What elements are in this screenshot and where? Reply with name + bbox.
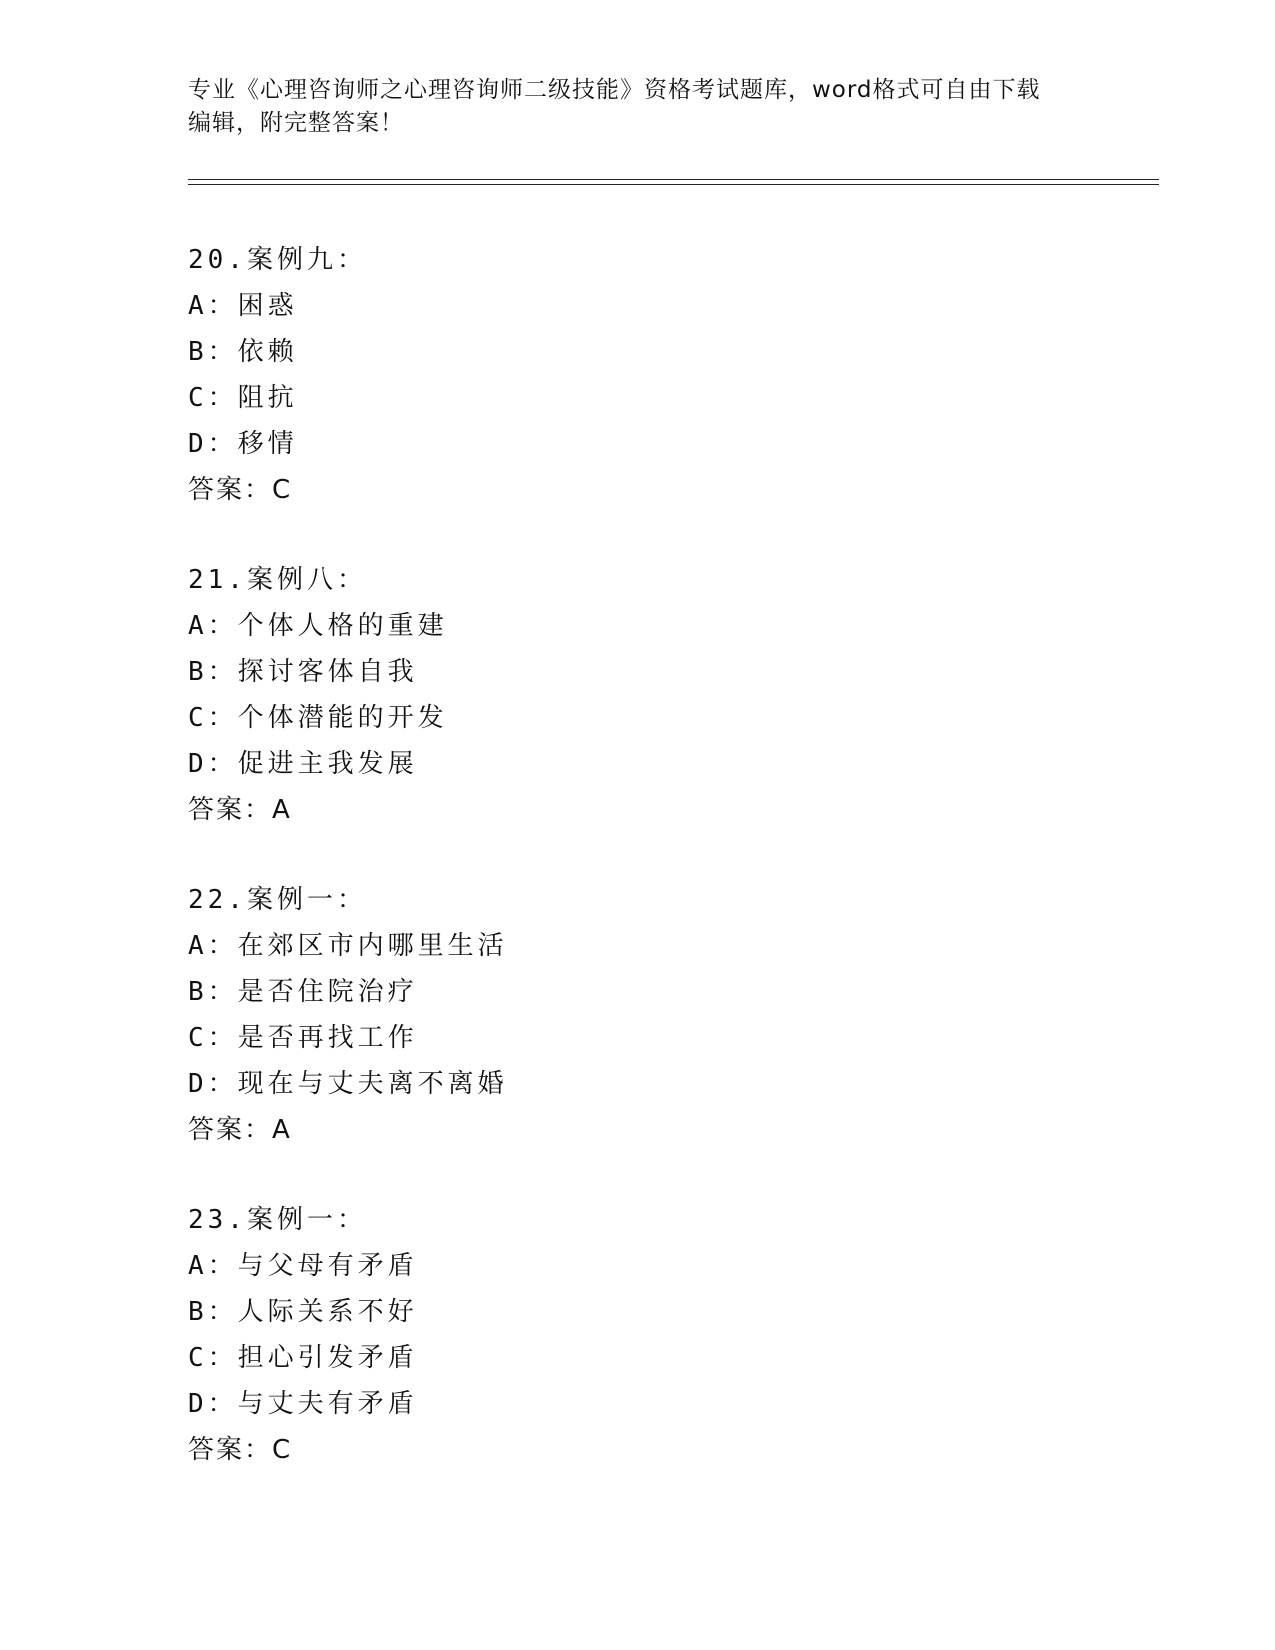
document-header bbox=[188, 74, 1088, 140]
header-divider-bottom bbox=[188, 184, 1159, 185]
option-a: A：在郊区市内哪里生活 bbox=[188, 931, 508, 961]
question-stem: 21.案例八： bbox=[188, 565, 367, 595]
option-d: D：现在与丈夫离不离婚 bbox=[188, 1069, 508, 1099]
option-c: C：担心引发矛盾 bbox=[188, 1343, 418, 1373]
option-b: B：依赖 bbox=[188, 337, 298, 367]
question-21 bbox=[188, 557, 1088, 833]
option-c: C：阻抗 bbox=[188, 383, 298, 413]
header-divider-top bbox=[188, 179, 1159, 180]
option-c: C：是否再找工作 bbox=[188, 1023, 418, 1053]
option-d: D：促进主我发展 bbox=[188, 749, 418, 779]
question-list bbox=[188, 237, 1088, 1517]
option-d: D：移情 bbox=[188, 429, 298, 459]
option-a: A：困惑 bbox=[188, 291, 298, 321]
answer-key: 答案：C bbox=[188, 1435, 293, 1465]
question-stem: 23.案例一： bbox=[188, 1205, 367, 1235]
header-line-2: 编辑，附完整答案！ bbox=[188, 110, 404, 136]
question-stem: 20.案例九： bbox=[188, 245, 367, 275]
option-b: B：是否住院治疗 bbox=[188, 977, 418, 1007]
option-a: A：与父母有矛盾 bbox=[188, 1251, 418, 1281]
question-20 bbox=[188, 237, 1088, 513]
option-b: B：人际关系不好 bbox=[188, 1297, 418, 1327]
option-d: D：与丈夫有矛盾 bbox=[188, 1389, 418, 1419]
question-22 bbox=[188, 877, 1088, 1153]
question-stem: 22.案例一： bbox=[188, 885, 367, 915]
header-line-1: 专业《心理咨询师之心理咨询师二级技能》资格考试题库，word格式可自由下载 bbox=[188, 77, 1041, 103]
question-23 bbox=[188, 1197, 1088, 1473]
answer-key: 答案：A bbox=[188, 1115, 292, 1145]
answer-key: 答案：A bbox=[188, 795, 292, 825]
option-c: C：个体潜能的开发 bbox=[188, 703, 448, 733]
option-b: B：探讨客体自我 bbox=[188, 657, 418, 687]
answer-key: 答案：C bbox=[188, 475, 293, 505]
option-a: A：个体人格的重建 bbox=[188, 611, 448, 641]
